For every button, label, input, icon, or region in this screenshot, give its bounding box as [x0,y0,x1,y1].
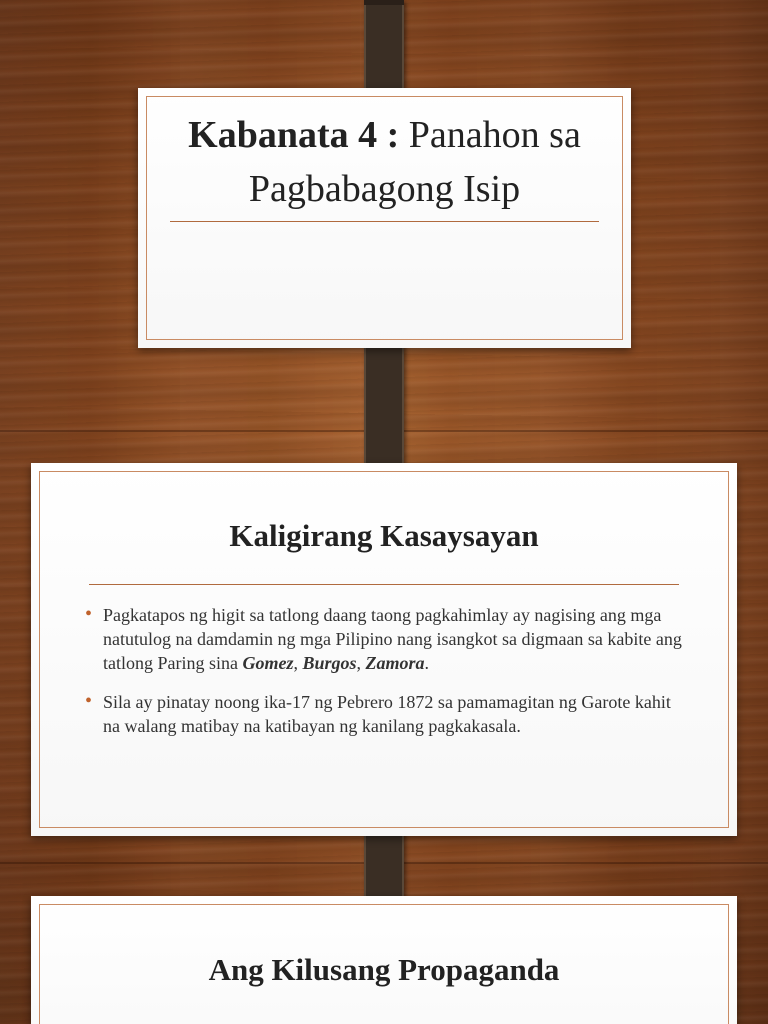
bullet-item [85,603,687,675]
bullet-emphasis: Zamora [365,653,425,673]
bullet-separator: , [293,653,303,673]
bullet-text: Pagkatapos ng higit sa tatlong daang taong pagkahimlay ay nagising ang mga natutulog na damdamin ng mga Pilipino nang isangkot sa digmaan sa kabite ang tatlong Paring sina [103,605,682,673]
content-slide-card[interactable] [31,896,737,1024]
bullet-emphasis: Burgos [302,653,357,673]
timeline-connector [364,330,404,480]
content-slide-card[interactable] [31,463,737,836]
bullet-icon: • [85,603,93,625]
heading-underline [89,584,679,585]
bullet-list [85,603,687,753]
bullet-emphasis: Gomez [242,653,294,673]
slide-title-bold: Kabanata 4 : [188,114,400,156]
title-slide-card[interactable] [138,88,631,348]
slide-heading: Ang Kilusang Propaganda [208,952,560,987]
title-underline [170,221,599,222]
slide-heading: Kaligirang Kasaysayan [229,518,539,553]
slide-title-rest: Panahon sa Pagbabagong Isip [248,114,581,210]
bullet-text: Sila ay pinatay noong ika-17 ng Pebrero 1872 sa pamamagitan ng Garote kahit na walang matibay na katibayan ng kanilang pagkakasala. [103,692,671,736]
slide-title [146,108,623,216]
bullet-end: . [424,653,430,673]
bullet-separator: , [356,653,366,673]
bullet-item [85,690,687,738]
bullet-icon: • [85,690,93,712]
